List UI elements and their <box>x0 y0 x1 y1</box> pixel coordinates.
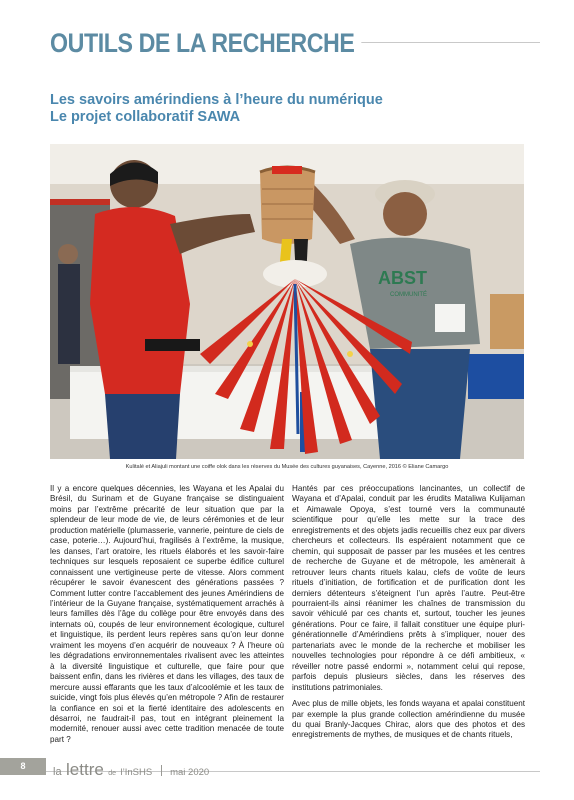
footer-brand <box>53 760 209 780</box>
right-column <box>292 484 525 747</box>
article-subtitle <box>50 92 383 126</box>
page-number: 8 <box>0 758 46 775</box>
brand-de: de <box>108 770 117 777</box>
footer-separator <box>161 765 162 776</box>
article-photo <box>50 144 524 459</box>
brand-inshs: l’InSHS <box>120 767 153 778</box>
brand-la: la <box>53 766 62 778</box>
left-paragraph-1: Il y a encore quelques décennies, les Wayana et les Apalai du Brésil, du Surinam et de Guyane française se distinguaient moins par l’extrême précarité de leur situation que par la splendeur de leur mode de vie, de leurs cérémonies et de leur production matérielle (plumasserie, vannerie, peinture de ciels de case, poterie…). Aujourd’hui, fragilisés à l’extrême, la musique, les danses, l’art oratoire, les rituels élaborés et les savoir-faire techniques sur lesquels reposaient ce superbe édifice culturel connaissent une vertigineuse perte de vitesse. Alors comment récupérer le savoir évanescent des générations passées ? Comment lutter contre l’accablement des jeunes Amérindiens de l’intérieur de la Guyane française, systématiquement arrachés à leurs familles dès l’âge du collège pour être envoyés dans des internats où, coupés de leur environnement écologique, culturel et linguistique, ils perdent leurs repères sans qu’on leur donne vraiment les moyens d’en acquérir de nouveaux ? À l’heure où les dégradations environnementales rivalisent avec les atteintes à la diversité linguistique et culturelle, que faire pour que baissent enfin, dans les rivières et dans les villages, des taux de mercure aussi effarants que les taux d’alcoolémie et les taux de suicide, vingt fois plus élevés qu’en métropole ? Afin de restaurer la confiance en soi et la fierté identitaire des adolescents en désarroi, ne faudrait-il pas, tout en intégrant pleinement la modernité, renouer aussi avec cette tradition menacée de toute part ? <box>50 484 284 744</box>
left-column <box>50 484 284 751</box>
right-paragraph-2: Avec plus de mille objets, les fonds wayana et apalai constituent par exemple la plus grande collection amérindienne du musée du quai Branly-Jacques Chirac, alors que des photos et des enregistrements de mythes, de musiques et de chants rituels, <box>292 699 525 740</box>
section-title: OUTILS DE LA RECHERCHE <box>50 28 361 59</box>
right-paragraph-1: Hantés par ces préoccupations lancinantes, un collectif de Wayana et d’Apalai, conduit par les érudits Mataliwa Kulijaman et Aimawale Opoya, s’est tourné vers la communauté scientifique pour qu’elle les mette sur la trace des enregistrements et des objets jadis recueillis chez eux par divers chercheurs et collecteurs. Ils espéraient notamment que ce chemin, qui supposait de passer par les musées et les centres de recherche de Guyane et de métropole, les amènerait à retrouver leurs chants rituels kalau, clefs de voûte de leurs rituels d’initiation, de fortification et de purification dont les derniers détenteurs s’éteignent l’un après l’autre. Peut-être pourraient-ils ainsi réanimer les chaînes de transmission du savoir véhiculé par ces chants et, surtout, toucher les jeunes générations. Pour ce faire, il fallait constituer une équipe pluri-générationnelle d’Amérindiens prêts à s’impliquer, nouer des partenariats avec le monde de la recherche et mobiliser les nouvelles technologies pour répondre à ce défi ambitieux, « réveiller notre passé endormi », notamment celui qui repose, parfois depuis plusieurs siècles, dans les réserves des institutions patrimoniales. <box>292 484 525 692</box>
subtitle-line-2: Le projet collaboratif SAWA <box>50 109 241 125</box>
brand-lettre: lettre <box>66 760 104 779</box>
shirt-print: ABST <box>378 268 427 288</box>
photo-caption: Kulitalé et Aliajuli montant une coiffe olok dans les réserves du Musée des cultures guyanaises, Cayenne, 2016 © Eliane Camargo <box>125 464 449 470</box>
issue-date: mai 2020 <box>170 767 210 778</box>
shirt-print-sub: COMMUNITÉ <box>390 292 427 298</box>
subtitle-line-1: Les savoirs amérindiens à l’heure du numérique <box>50 92 383 108</box>
